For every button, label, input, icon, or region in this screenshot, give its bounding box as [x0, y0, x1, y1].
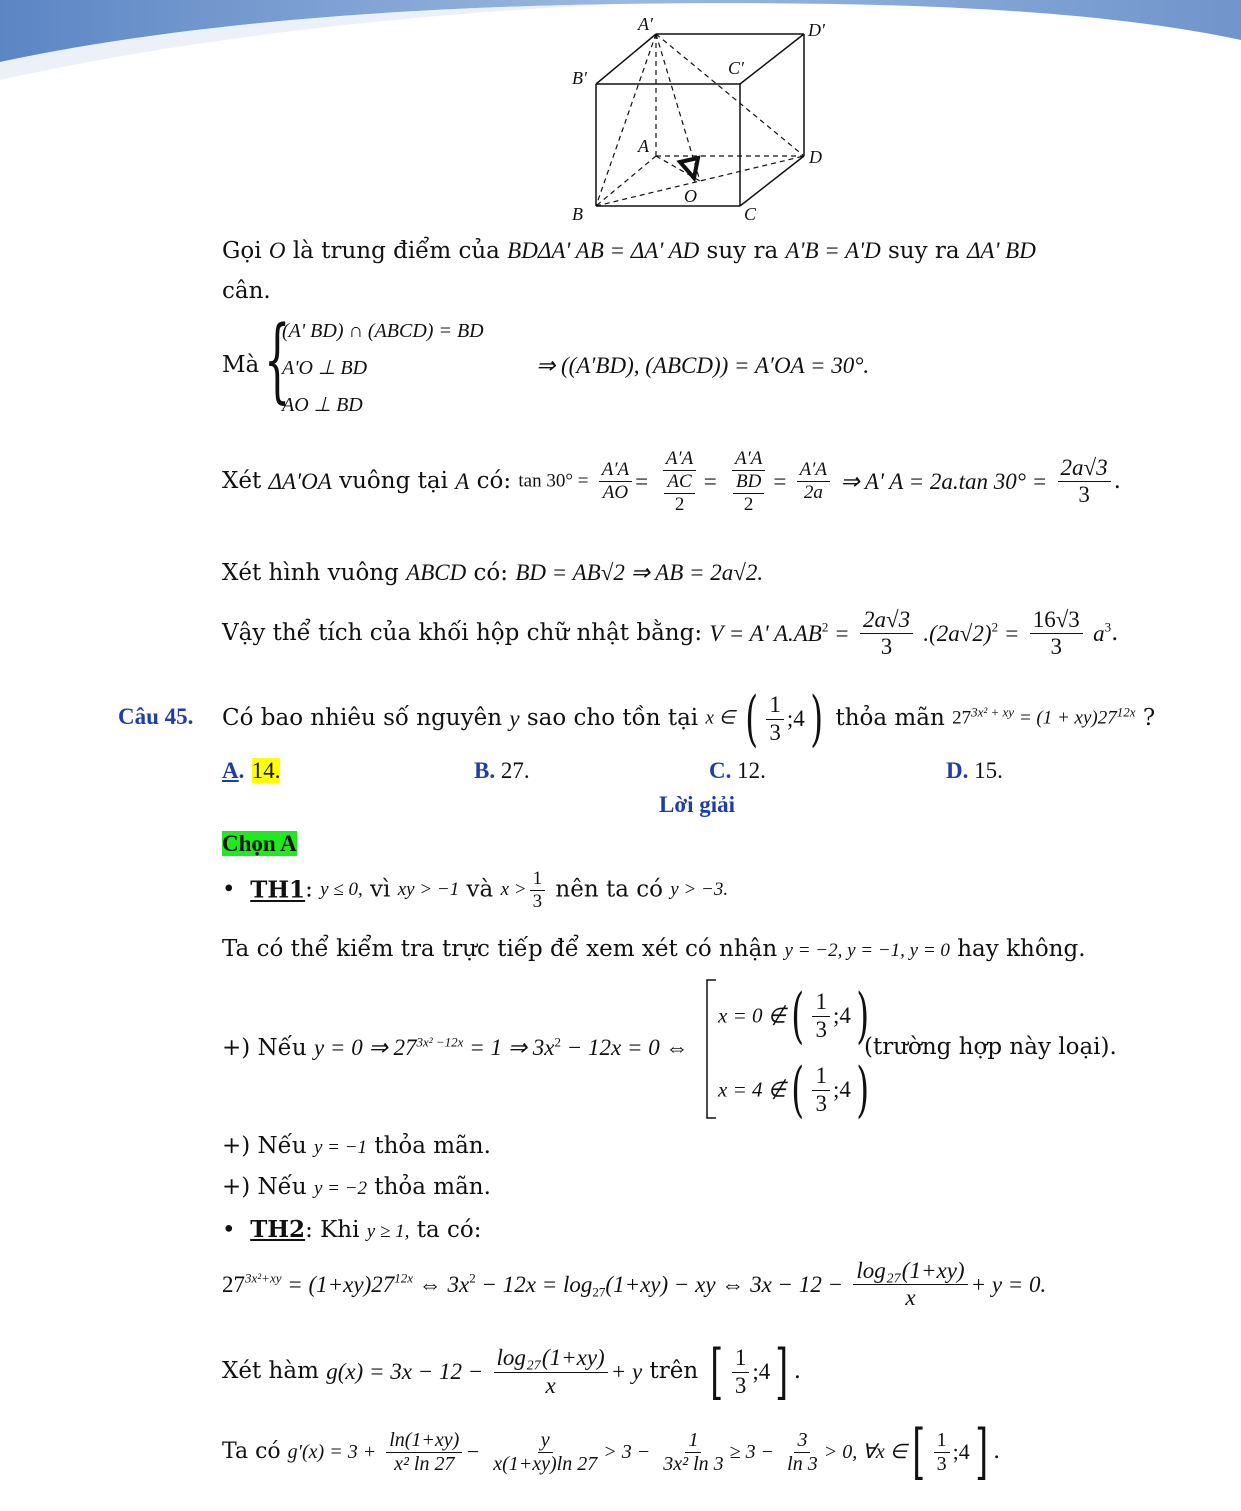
- neu-y-2-line: +) Nếu y = −2 thỏa mãn.: [222, 1174, 491, 1200]
- xet-ham-line: Xét hàm g(x) = 3x − 12 − $\frac{\text{log₂₇(1+xy)}}{x}$ + y trên [ $\frac{1}{3}$ ;4] .: [222, 1337, 802, 1407]
- system-row-3: AO ⊥ BD: [282, 394, 363, 416]
- main-equation-line: $27^{3x^2+xy} = (1+xy)27^{12x}$ ⇔ $3x^2 - 12x = \log_{27}(1+xy)$ − xy ⇔ 3x − 12 − $\frac{\text{log₂₇(1+xy)}}{x}$ + y = 0.: [222, 1258, 1047, 1311]
- neu-y0-line: +) Nếu y = 0 ⇒ $27^{3x^2 -12x} = 1$ ⇒ $3x^2 - 12x = 0$ ⇔: [222, 1034, 689, 1061]
- solution-line-1: Gọi O là trung điểm của BDΔA' AB = ΔA' AD suy ra A'B = A'D suy ra ΔA' BD: [222, 238, 1036, 264]
- question-text: Có bao nhiêu số nguyên y sao cho tồn tại x ∈ ( $\frac{1}{3}$ ;4) thỏa mãn $27^{3x^2 + xy} = (1 + xy)27^{12x}$ ?: [222, 684, 1156, 754]
- case-note: (trường hợp này loại).: [864, 1034, 1117, 1060]
- label-B: B: [572, 204, 583, 224]
- option-c[interactable]: C. 12.: [709, 758, 766, 783]
- system-brace: {: [264, 306, 291, 413]
- question-number: Câu 45.: [118, 704, 194, 729]
- th1-line: • TH1: y ≤ 0, vì xy > −1 và x > $\frac{1}{3}$ nên ta có y > −3.: [222, 868, 729, 912]
- case-row-2: x = 4 ∉( $\frac{1}{3}$ ;4): [718, 1055, 870, 1125]
- th2-line: • TH2: Khi y ≥ 1, ta có:: [222, 1216, 482, 1243]
- system-row-1: (A' BD) ∩ (ABCD) = BD: [282, 320, 484, 342]
- option-a[interactable]: A. 14.: [222, 758, 281, 783]
- solution-line-2: cân.: [222, 278, 271, 304]
- ma-label: Mà: [222, 352, 260, 378]
- derivative-line: Ta có g′(x) = 3 + $\frac{\ln(1+xy)}{\text{x² ln 27}}$ − $\frac{y}{x(1+xy)\ln 27}$ > 3 − $\frac{1}{\text{3x² ln 3}}$ ≥ 3 − $\frac{3}{\ln 3}$ > 0, ∀x ∈[ $\frac{1}{3}$ ;4] .: [222, 1417, 1001, 1487]
- neu-y-1-line: +) Nếu y = −1 thỏa mãn.: [222, 1133, 491, 1159]
- label-D1: D′: [808, 20, 825, 40]
- label-O: O: [684, 186, 697, 206]
- option-b[interactable]: B. 27.: [474, 758, 530, 783]
- label-D: D: [809, 147, 822, 167]
- cube-figure: [560, 10, 840, 232]
- xet-triangle-line: Xét ΔA′OA vuông tại A có: tan 30° = $\frac{A'A}{AO}$ = $\frac{A'A}{\frac{AC}{2}}$ = $\frac{A'A}{\frac{BD}{2}}$ = $\frac{A'A}{2a}$ ⇒ A' A = 2a.tan 30° = $\frac{2a√3}{3}$ .: [222, 448, 1121, 515]
- system-result: ⇒ ((A′BD), (ABCD)) = A′OA = 30°.: [536, 353, 870, 378]
- xet-square-line: Xét hình vuông ABCD có: BD = AB√2 ⇒ AB = 2a√2.: [222, 560, 764, 586]
- label-A: A: [638, 136, 649, 156]
- option-d[interactable]: D. 15.: [946, 758, 1003, 783]
- label-C1: C′: [728, 58, 744, 78]
- chosen-answer: Chọn A: [222, 831, 297, 856]
- label-B1: B′: [572, 68, 587, 88]
- system-row-2: A'O ⊥ BD: [282, 357, 368, 379]
- case-row-1: x = 0 ∉( $\frac{1}{3}$ ;4): [718, 981, 870, 1051]
- check-line: Ta có thể kiểm tra trực tiếp để xem xét có nhận y = −2, y = −1, y = 0 hay không.: [222, 936, 1086, 962]
- volume-line: Vậy thể tích của khối hộp chữ nhật bằng: V = A' $A.AB^2$ = $\frac{2a√3}{3}$ $.(2a√2)^2$ = $\frac{16√3}{3}$ $a^3$.: [222, 607, 1119, 660]
- loi-giai-heading: Lời giải: [659, 792, 735, 817]
- case-bracket: [704, 978, 718, 1120]
- label-A1: A′: [638, 14, 653, 34]
- label-C: C: [744, 204, 757, 224]
